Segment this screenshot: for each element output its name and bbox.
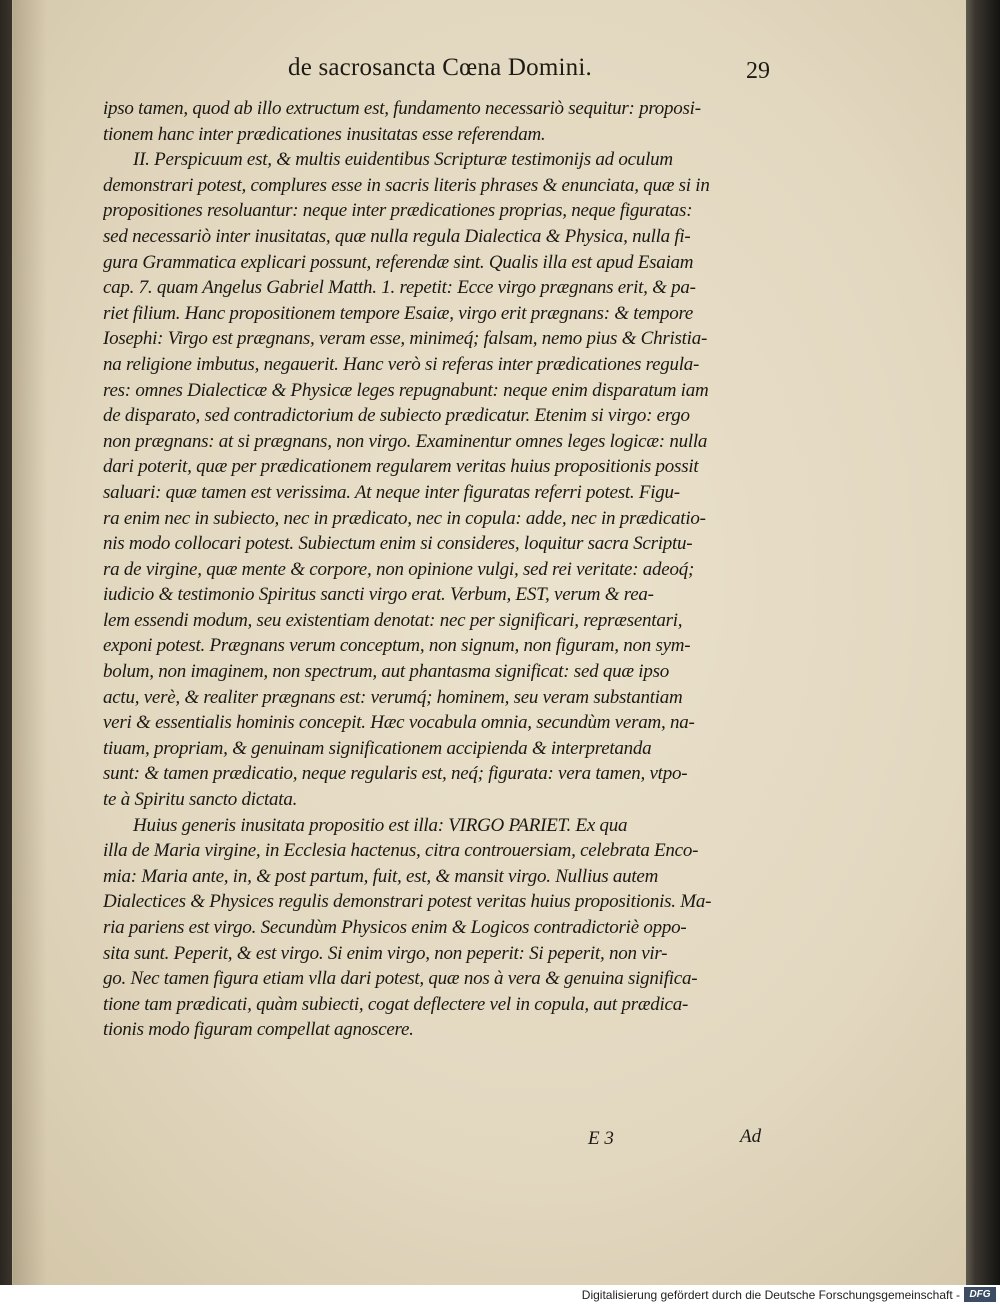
text-line: tiuam, propriam, & genuinam significationem accipienda & interpretanda	[103, 737, 652, 759]
text-line: ria pariens est virgo. Secundùm Physicos enim & Logicos contradictoriè oppo-	[103, 917, 687, 938]
text-line: cap. 7. quam Angelus Gabriel Matth. 1. repetit: Ecce virgo prægnans erit, & pa-	[103, 277, 696, 299]
text-line: ipso tamen, quod ab illo extructum est, fundamento necessariò sequitur: proposi-	[103, 98, 701, 119]
text-line: gura Grammatica explicari possunt, referendæ sint. Qualis illa est apud Esaiam	[103, 251, 694, 273]
text-line: Dialectices & Physices regulis demonstrari potest veritas huius propositionis. Ma-	[103, 891, 712, 913]
text-line: bolum, non imaginem, non spectrum, aut phantasma significat: sed quæ ipso	[103, 661, 669, 683]
text-line: saluari: quæ tamen est verissima. At neque inter figuratas referri potest. Figu-	[103, 481, 680, 503]
body-text	[103, 96, 793, 1043]
text-line: sunt: & tamen prædicatio, neque regularis est, neq́; figurata: vera tamen, vtpo-	[103, 763, 688, 785]
text-line: demonstrari potest, complures esse in sacris literis phrases & enunciata, quæ si in	[103, 174, 710, 196]
running-title: de sacrosancta Cœna Domini.	[288, 54, 592, 81]
text-line: tionis modo figuram compellat agnoscere.	[103, 1019, 414, 1041]
text-line: go. Nec tamen figura etiam vlla dari potest, quæ nos à vera & genuina significa-	[103, 968, 698, 990]
digitization-footer	[0, 1285, 1000, 1305]
text-line: exponi potest. Prægnans verum conceptum, non signum, non figuram, non sym-	[103, 635, 691, 657]
text-line: Iosephi: Virgo est prægnans, veram esse, minimeq́; falsam, nemo pius & Christia-	[103, 328, 708, 350]
text-line: na religione imbutus, negauerit. Hanc verò si referas inter prædicationes regula-	[103, 353, 700, 375]
dfg-logo-icon: DFG	[964, 1287, 996, 1302]
page-edge-shadow	[963, 0, 1000, 1285]
text-line: te à Spiritu sancto dictata.	[103, 789, 298, 811]
text-line: tione tam prædicati, quàm subiecti, cogat deflectere vel in copula, aut prædica-	[103, 993, 689, 1015]
text-line: tionem hanc inter prædicationes inusitatas esse referendam.	[103, 123, 546, 145]
text-line: propositiones resoluantur: neque inter prædicationes proprias, neque figuratas:	[103, 200, 693, 222]
text-line: illa de Maria virgine, in Ecclesia hactenus, citra controuersiam, celebrata Enco-	[103, 840, 699, 862]
text-line: res: omnes Dialecticæ & Physicæ leges repugnabunt: neque enim disparatum iam	[103, 379, 709, 401]
text-line: mia: Maria ante, in, & post partum, fuit, est, & mansit virgo. Nullius autem	[103, 865, 659, 887]
text-line: sita sunt. Peperit, & est virgo. Si enim virgo, non peperit: Si peperit, non vir-	[103, 942, 668, 964]
text-line: II. Perspicuum est, & multis euidentibus Scripturæ testimonijs ad oculum	[133, 149, 673, 171]
page-number: 29	[746, 58, 770, 84]
text-line: sed necessariò inter inusitatas, quæ nulla regula Dialectica & Physica, nulla fi-	[103, 225, 691, 247]
catchword: Ad	[740, 1126, 762, 1147]
text-line: veri & essentialis hominis concepit. Hæc vocabula omnia, secundùm veram, na-	[103, 712, 695, 734]
funding-credit: Digitalisierung gefördert durch die Deutsche Forschungsgemeinschaft -	[581, 1288, 960, 1302]
text-line: ra enim nec in subiecto, nec in prædicato, nec in copula: adde, nec in prædicatio-	[103, 507, 706, 529]
text-line: non prægnans: at si prægnans, non virgo. Examinentur omnes leges logicæ: nulla	[103, 430, 708, 452]
text-line: dari poterit, quæ per prædicationem regularem veritas huius propositionis possit	[103, 456, 699, 478]
text-line: ra de virgine, quæ mente & corpore, non opinione vulgi, sed rei veritate: adeoq́;	[103, 558, 695, 580]
text-line: lem essendi modum, seu existentiam denotat: nec per significari, repræsentari,	[103, 609, 683, 631]
text-line: riet filium. Hanc propositionem tempore Esaiæ, virgo erit prægnans: & tempore	[103, 302, 694, 324]
text-line: nis modo collocari potest. Subiectum enim si consideres, loquitur sacra Scriptu-	[103, 533, 693, 555]
text-line: iudicio & testimonio Spiritus sancti virgo erat. Verbum, EST, verum & rea-	[103, 584, 654, 606]
text-line: Huius generis inusitata propositio est illa: VIRGO PARIET. Ex qua	[133, 814, 628, 836]
book-page	[12, 0, 966, 1285]
signature-mark: E 3	[588, 1128, 614, 1149]
text-line: actu, verè, & realiter prægnans est: verumq́; hominem, seu veram substantiam	[103, 686, 683, 708]
text-line: de disparato, sed contradictorium de subiecto prædicatur. Etenim si virgo: ergo	[103, 405, 690, 427]
